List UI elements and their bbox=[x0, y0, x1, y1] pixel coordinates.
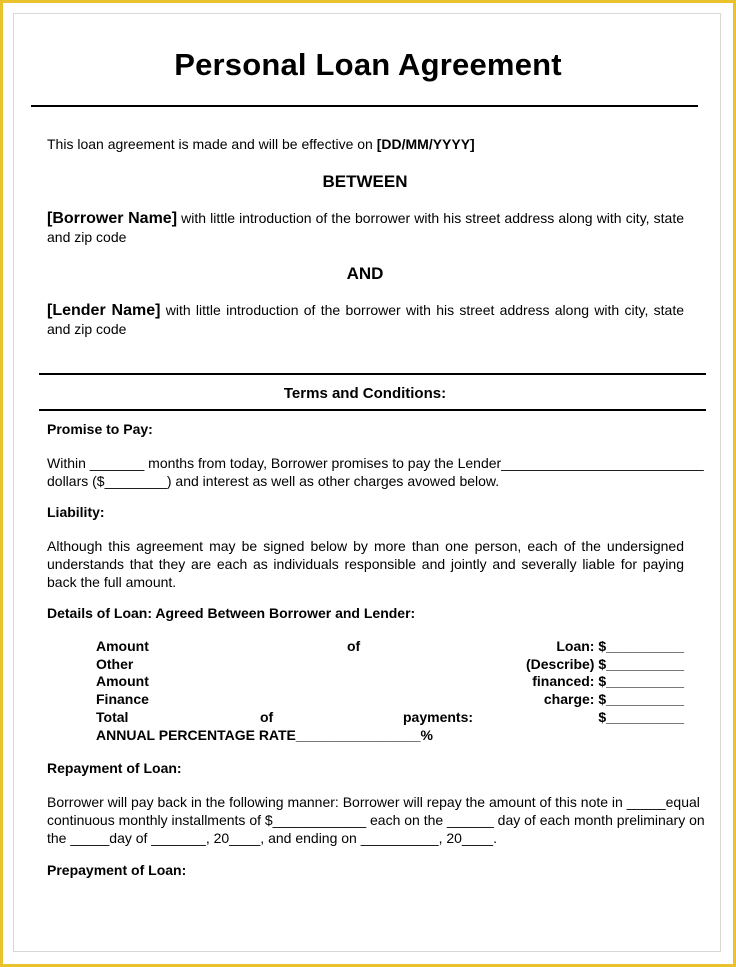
detail-value: (Describe) $__________ bbox=[525, 656, 684, 672]
promise-heading: Promise to Pay: bbox=[47, 421, 153, 437]
title-rule bbox=[31, 105, 698, 107]
promise-line-1-text: Within _______ months from today, Borrower promises to pay the Lender bbox=[47, 455, 502, 471]
promise-lender-blank: __________________________ bbox=[501, 455, 704, 471]
detail-label: Finance bbox=[96, 691, 149, 707]
liability-text: Although this agreement may be signed below by more than one person, each of the undersigned understands that they are each as individuals responsible and jointly and severally liable for paying back the full amount. bbox=[47, 538, 684, 590]
detail-connector-payments: payments: bbox=[403, 709, 474, 725]
repayment-line-3: the _____day of _______, 20____, and ending on __________, 20____. bbox=[47, 830, 497, 846]
lender-text: with little introduction of the borrower with his street address along with city, state and zip code bbox=[47, 302, 684, 337]
detail-value: Loan: $__________ bbox=[556, 638, 684, 654]
detail-row-apr: ANNUAL PERCENTAGE RATE________________% bbox=[96, 727, 433, 743]
promise-line-2: dollars ($________) and interest as well as other charges avowed below. bbox=[47, 473, 500, 489]
detail-label: Total bbox=[96, 709, 129, 725]
borrower-text: with little introduction of the borrower with his street address along with city, state and zip code bbox=[47, 210, 684, 245]
intro-paragraph bbox=[47, 135, 707, 153]
repayment-line-2: continuous monthly installments of $____________ each on the ______ day of each month preliminary on bbox=[47, 812, 705, 828]
document-page bbox=[3, 3, 733, 964]
liability-heading: Liability: bbox=[47, 504, 105, 520]
lender-paragraph bbox=[47, 301, 684, 339]
detail-value: charge: $__________ bbox=[543, 691, 684, 707]
borrower-paragraph bbox=[47, 209, 684, 247]
detail-connector: of bbox=[260, 709, 274, 725]
borrower-name: [Borrower Name] bbox=[47, 210, 178, 227]
between-label: BETWEEN bbox=[322, 172, 408, 191]
details-heading: Details of Loan: Agreed Between Borrower and Lender: bbox=[47, 605, 416, 621]
terms-bottom-rule bbox=[39, 409, 706, 411]
intro-date: [DD/MM/YYYY] bbox=[376, 136, 475, 152]
detail-row-total-payments bbox=[96, 708, 684, 726]
detail-row-other bbox=[96, 655, 684, 673]
repayment-line-1: Borrower will pay back in the following manner: Borrower will repay the amount of this note in _____equal bbox=[47, 794, 700, 810]
repayment-heading: Repayment of Loan: bbox=[47, 760, 182, 776]
detail-row-loan-amount bbox=[96, 637, 684, 655]
intro-text: This loan agreement is made and will be effective on bbox=[47, 136, 377, 152]
promise-line-1 bbox=[47, 454, 704, 472]
detail-connector: of bbox=[347, 638, 361, 654]
detail-label: Other bbox=[96, 656, 134, 672]
prepayment-heading: Prepayment of Loan: bbox=[47, 862, 187, 878]
detail-value: $__________ bbox=[598, 709, 684, 725]
detail-label: Amount bbox=[96, 638, 149, 654]
detail-label: Amount bbox=[96, 673, 149, 689]
detail-row-finance-charge bbox=[96, 690, 684, 708]
detail-value: financed: $__________ bbox=[532, 673, 684, 689]
and-label: AND bbox=[346, 264, 384, 283]
terms-top-rule bbox=[39, 373, 706, 375]
terms-heading: Terms and Conditions: bbox=[283, 385, 447, 402]
document-title: Personal Loan Agreement bbox=[174, 47, 562, 82]
lender-name: [Lender Name] bbox=[47, 302, 161, 319]
detail-row-amount-financed bbox=[96, 672, 684, 690]
